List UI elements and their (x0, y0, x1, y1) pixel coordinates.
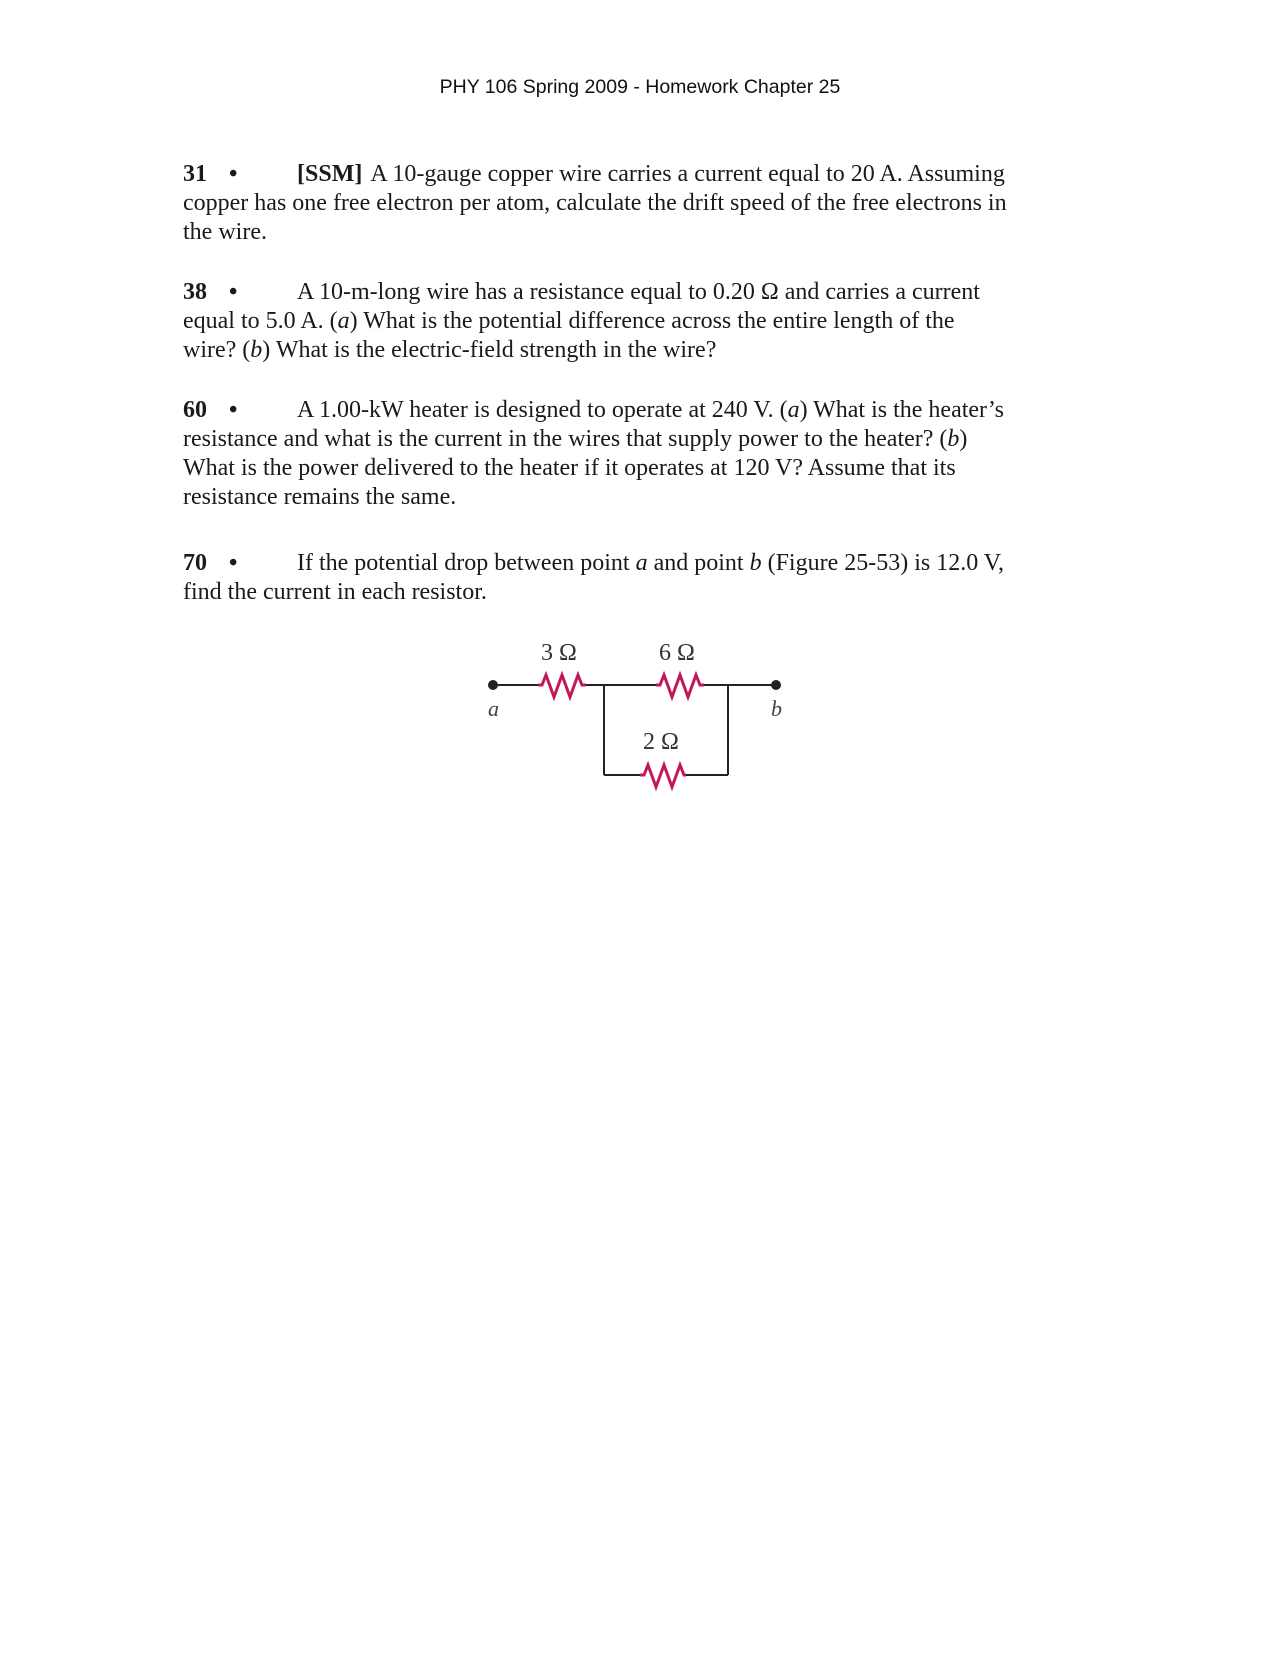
part-label-a: a (337, 308, 350, 334)
bullet: • (229, 279, 238, 305)
resistor-6-ohm-label: 6 Ω (659, 640, 695, 666)
point-label-b: b (749, 550, 762, 576)
problem-text: A 1.00-kW heater is designed to operate at 240 V. ( (297, 397, 788, 423)
circuit-wires (493, 685, 776, 775)
resistor-3-ohm-label: 3 Ω (541, 640, 577, 666)
part-label-a: a (787, 397, 800, 423)
terminal-b (771, 680, 781, 690)
resistor-3-ohm (538, 675, 586, 697)
point-b-label: b (771, 696, 782, 721)
resistor-2-ohm (640, 765, 686, 787)
resistor-6-ohm (656, 675, 704, 697)
resistor-2-ohm-label: 2 Ω (643, 729, 679, 755)
problem-text: ) What is the electric-field strength in the wire? (262, 337, 717, 363)
problem-31 (183, 160, 1013, 247)
problem-text: ) What is the power delivered to the heater if it operates at 120 V? Assume that its resistance remains the same. (183, 426, 968, 510)
problem-text: (Figure 25-53) is 12.0 V, find the current in each resistor. (183, 550, 1005, 605)
terminal-a (488, 680, 498, 690)
problem-number: 70 (183, 550, 207, 576)
bullet: • (229, 397, 238, 423)
problem-number: 31 (183, 161, 207, 187)
problem-text: and point (647, 550, 750, 576)
problem-text: If the potential drop between point (297, 550, 636, 576)
part-label-b: b (250, 337, 263, 363)
bullet: • (229, 550, 238, 576)
problem-text: ) What is the heater’s resistance and what is the current in the wires that supply power to the heater? ( (183, 397, 1004, 452)
point-label-a: a (635, 550, 648, 576)
point-a-label: a (488, 696, 499, 721)
problem-70 (183, 549, 1013, 607)
ssm-tag: [SSM] (297, 161, 363, 187)
problem-38 (183, 278, 1013, 365)
problem-number: 38 (183, 279, 207, 305)
part-label-b: b (947, 426, 960, 452)
problem-number: 60 (183, 397, 207, 423)
problem-60 (183, 396, 1013, 512)
problem-text: A 10-m-long wire has a resistance equal to 0.20 Ω and carries a current equal to 5.0 A. ( (183, 279, 980, 334)
problem-text: A 10-gauge copper wire carries a current equal to 20 A. Assuming copper has one free electron per atom, calculate the drift speed of the free electrons in the wire. (183, 161, 1007, 245)
page-header: PHY 106 Spring 2009 - Homework Chapter 25 (439, 76, 841, 98)
circuit-diagram (470, 625, 790, 805)
bullet: • (229, 161, 238, 187)
problem-text: ) What is the potential difference across the entire length of the wire? ( (183, 308, 955, 363)
